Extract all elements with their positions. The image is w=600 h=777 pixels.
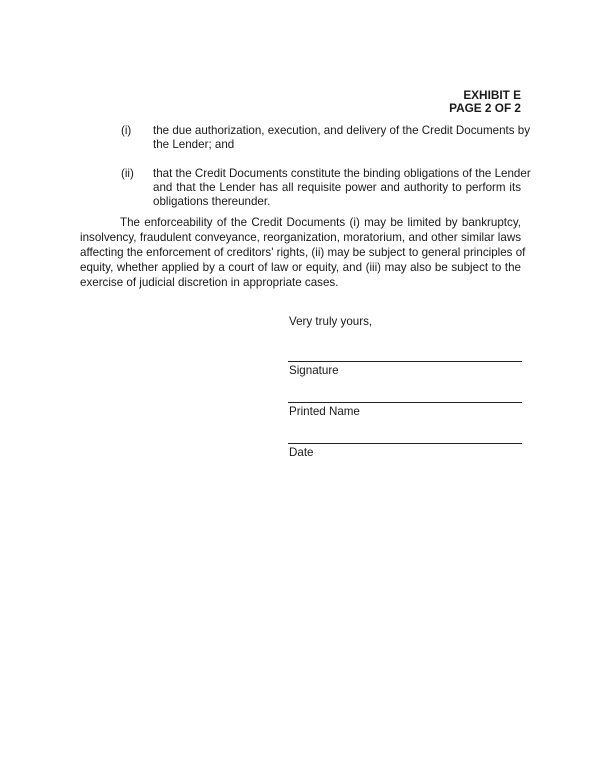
text-line: exercise of judicial discretion in appropriate cases. [80, 276, 339, 289]
text-line: insolvency, fraudulent conveyance, reorganization, moratorium, and other similar laws [80, 231, 521, 244]
date-line [288, 443, 522, 444]
date-label: Date [289, 446, 314, 459]
list-marker: (i) [121, 124, 132, 137]
printed-name-line [288, 402, 522, 403]
exhibit-label: EXHIBIT E [463, 88, 521, 102]
text-line: The enforceability of the Credit Documents (i) may be limited by bankruptcy, [120, 216, 521, 229]
text-line: and that the Lender has all requisite power and authority to perform its [153, 181, 521, 194]
closing: Very truly yours, [289, 315, 373, 328]
text-line: obligations thereunder. [153, 195, 271, 208]
signature-line [288, 361, 522, 362]
page-number: PAGE 2 OF 2 [449, 101, 521, 115]
signature-label: Signature [289, 364, 339, 377]
text-line: the Lender; and [153, 138, 235, 151]
text-line: affecting the enforcement of creditors' rights, (ii) may be subject to general principles of [80, 246, 526, 259]
list-marker: (ii) [121, 167, 134, 180]
text-line: that the Credit Documents constitute the binding obligations of the Lender [153, 167, 531, 180]
text-line: the due authorization, execution, and delivery of the Credit Documents by [153, 124, 531, 137]
printed-name-label: Printed Name [289, 405, 360, 418]
text-line: equity, whether applied by a court of law or equity, and (iii) may also be subject to the [80, 261, 521, 274]
